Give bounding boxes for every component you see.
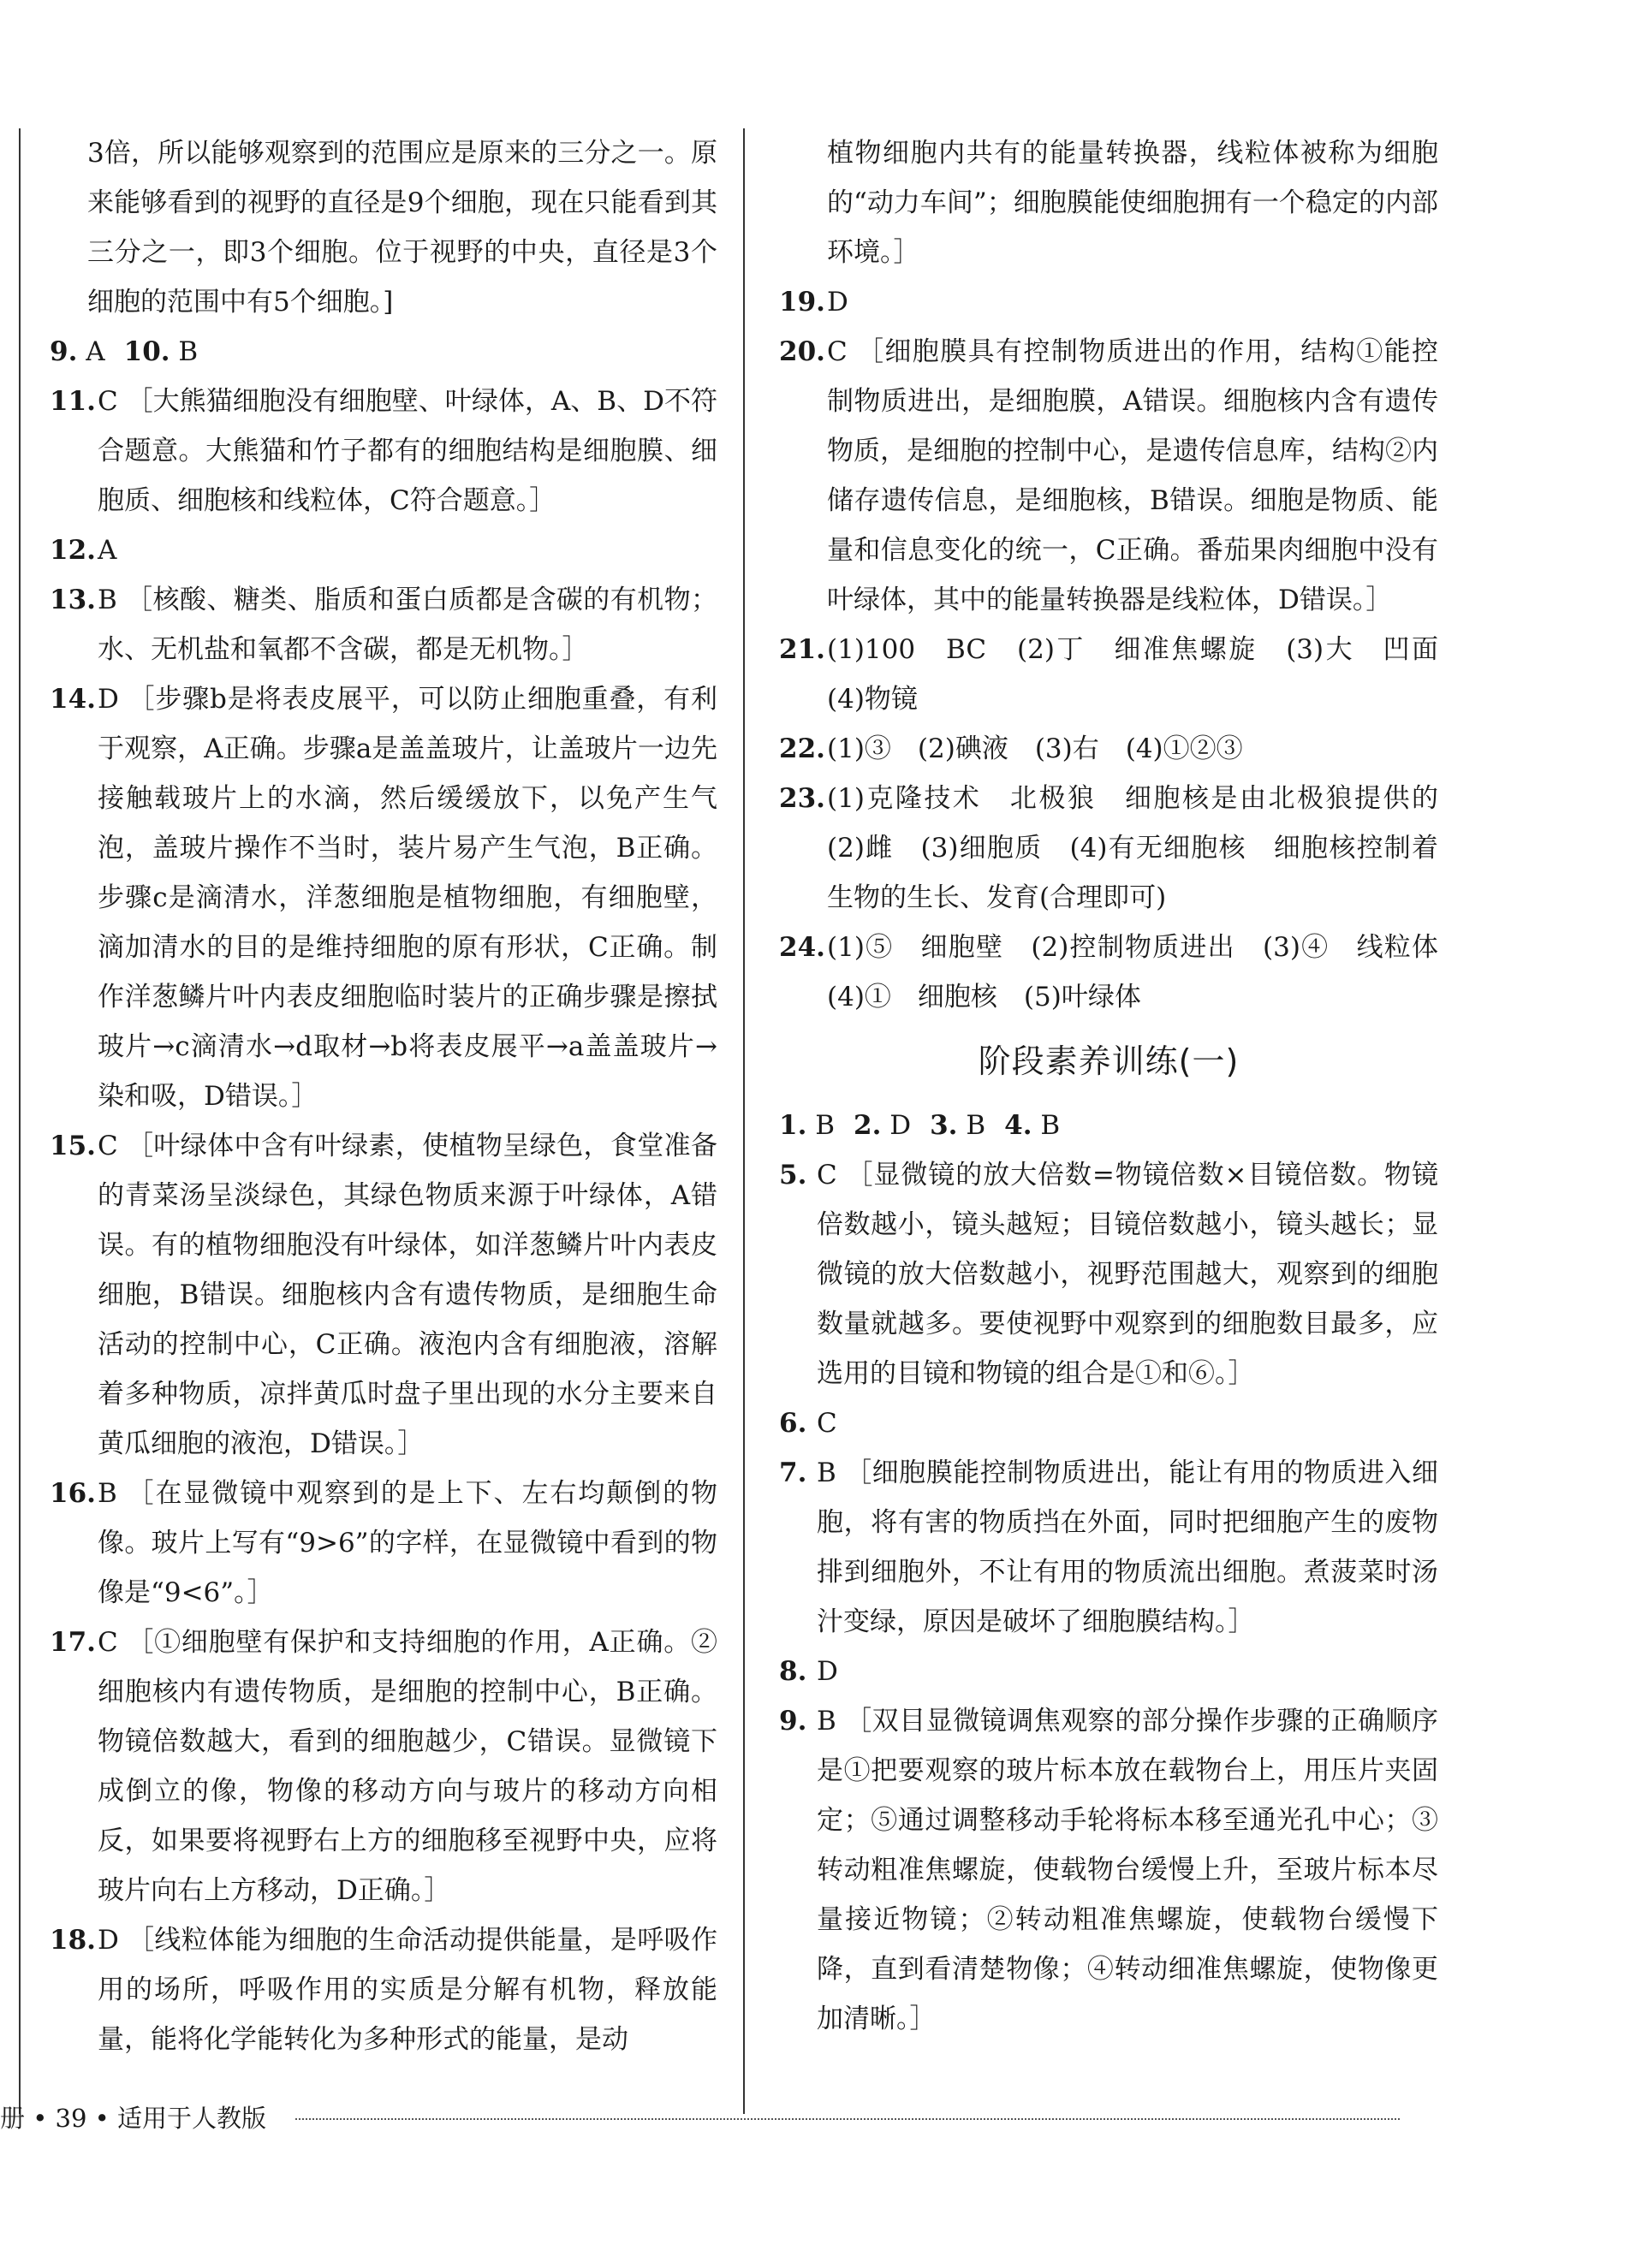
answer-text: D ［步骤b是将表皮展平，可以防止细胞重叠，有利于观察，A正确。步骤a是盖盖玻片，让盖玻片一边先接触载玻片上的水滴，然后缓缓放下，以免产生气泡，盖玻片操作不当时，装片易产生气泡，B正确。步骤c是滴清水，洋葱细胞是植物细胞，有细胞壁，滴加清水的目的是维持细胞的原有形状，C正确。制作洋葱鳞片叶内表皮细胞临时装片的正确步骤是擦拭玻片→c滴清水→d取材→b将表皮展平→a盖盖玻片→染和吸，D错误。］ [98,684,717,1112]
answer-value: B [815,1110,836,1141]
answer-text: B ［双目显微镜调焦观察的部分操作步骤的正确顺序是①把要观察的玻片标本放在载物台上，用压片夹固定；⑤通过调整移动手轮将标本移至通光孔中心；③转动粗准焦螺旋，使载物台缓慢上升，至玻片标本尽量接近物镜；②转动粗准焦螺旋，使载物台缓慢下降，直到看清楚物像；④转动细准焦螺旋，使物像更加清晰。］ [817,1706,1438,2034]
answer-text: B ［核酸、糖类、脂质和蛋白质都是含碳的有机物；水、无机盐和氧都不含碳，都是无机物。］ [98,585,717,665]
answer-item-14 [50,674,717,1121]
answer-text: D [817,1656,838,1687]
stage-answer-item-8 [779,1647,1438,1696]
answer-item-16 [50,1469,717,1618]
stage-answer-item-5 [779,1150,1438,1398]
question-number: 8. [779,1656,807,1687]
answer-value: D [889,1110,912,1141]
question-number: 9. [779,1706,807,1737]
answer-text: D [827,287,848,318]
answer-text: (1)⑤ 细胞壁 (2)控制物质进出 (3)④ 线粒体 (4)① 细胞核 (5)叶绿体 [827,932,1465,1012]
answer-text: B ［在显微镜中观察到的是上下、左右均颠倒的物像。玻片上写有“9>6”的字样，在显微镜中看到的物像是“9<6”。］ [98,1478,717,1608]
footer-text: 册 • 39 • 适用于人教版 [0,2104,266,2133]
answer-item-18 [50,1915,717,2064]
answer-text: C ［大熊猫细胞没有细胞壁、叶绿体，A、B、D不符合题意。大熊猫和竹子都有的细胞结构是细胞膜、细胞质、细胞核和线粒体，C符合题意。］ [98,386,717,516]
answer-text: C ［显微镜的放大倍数=物镜倍数×目镜倍数。物镜倍数越小，镜头越短；目镜倍数越小，镜头越长；显微镜的放大倍数越小，视野范围越大，观察到的细胞数量就越多。要使视野中观察到的细胞数目最多，应选用的目镜和物镜的组合是①和⑥。］ [817,1160,1438,1389]
question-number: 14. [50,684,96,715]
question-number: 13. [50,585,96,615]
question-number: 23. [779,783,825,814]
column-divider [743,128,745,2114]
answer-text: (1)克隆技术 北极狼 细胞核是由北极狼提供的 (2)雌 (3)细胞质 (4)有无细胞核 细胞核控制着生物的生长、发育(合理即可) [827,783,1465,913]
stage-answer-item-6 [779,1398,1438,1448]
question-number: 5. [779,1160,807,1190]
left-margin-rule [19,128,21,2114]
left-column [50,128,717,2064]
answer-item-19 [779,277,1438,327]
question-number: 1. [779,1110,807,1141]
answer-text: (1)100 BC (2)丁 细准焦螺旋 (3)大 凹面 (4)物镜 [827,634,1465,715]
stage-answer-item-7 [779,1448,1438,1647]
quick-answers-line [779,1101,1438,1150]
question-number: 12. [50,535,96,566]
footer-dotted-rule [295,2118,1400,2120]
answer-text: C ［叶绿体中含有叶绿素，使植物呈绿色，食堂准备的青菜汤呈淡绿色，其绿色物质来源于叶绿体，A错误。有的植物细胞没有叶绿体，如洋葱鳞片叶内表皮细胞，B错误。细胞核内含有遗传物质，是细胞生命活动的控制中心，C正确。液泡内含有细胞液，溶解着多种物质，凉拌黄瓜时盘子里出现的水分主要来自黄瓜细胞的液泡，D错误。］ [98,1131,717,1459]
answer-item-13 [50,575,717,674]
question-number: 18. [50,1925,96,1956]
answer-text: C ［细胞膜具有控制物质进出的作用，结构①能控制物质进出，是细胞膜，A错误。细胞核内含有遗传物质，是细胞的控制中心，是遗传信息库，结构②内储存遗传信息，是细胞核，B错误。细胞是物质、能量和信息变化的统一，C正确。番茄果肉细胞中没有叶绿体，其中的能量转换器是线粒体，D错误。］ [827,336,1438,615]
question-number: 11. [50,386,96,417]
answer-item-22 [779,724,1438,774]
answer-value: B [178,336,199,367]
question-number: 19. [779,287,825,318]
question-number: 17. [50,1627,96,1658]
answer-item-15 [50,1121,717,1469]
right-column [779,128,1465,2044]
answer-text: A [98,535,117,566]
stage-answer-item-9 [779,1696,1438,2044]
answer-item-21 [779,625,1465,724]
continuation-text: 3倍，所以能够观察到的范围应是原来的三分之一。原来能够看到的视野的直径是9个细胞，现在只能看到其三分之一，即3个细胞。位于视野的中央，直径是3个细胞的范围中有5个细胞。] [87,138,717,318]
question-number: 3. [930,1110,958,1141]
answer-value: B [966,1110,986,1141]
answer-text: B ［细胞膜能控制物质进出，能让有用的物质进入细胞，将有害的物质挡在外面，同时把细胞产生的废物排到细胞外，不让有用的物质流出细胞。煮菠菜时汤汁变绿，原因是破坏了细胞膜结构。］ [817,1458,1438,1637]
page-footer [0,2093,1636,2144]
question-number: 4. [1004,1110,1032,1141]
question-number: 15. [50,1131,96,1161]
answer-value: B [1040,1110,1061,1141]
answer-item-20 [779,327,1438,625]
answer-text: D ［线粒体能为细胞的生命活动提供能量，是呼吸作用的场所，呼吸作用的实质是分解有机物，释放能量，能将化学能转化为多种形式的能量，是动 [98,1925,717,2055]
answer-item-24 [779,923,1465,1022]
question-number: 9. [50,336,78,367]
answer-item-12 [50,525,717,575]
section-title: 阶段素养训练(一) [978,1042,1240,1080]
answer-value: A [86,336,105,367]
question-number: 2. [854,1110,882,1141]
continuation-text: 植物细胞内共有的能量转换器，线粒体被称为细胞的“动力车间”；细胞膜能使细胞拥有一个稳定的内部环境。］ [827,138,1438,268]
question-number: 22. [779,733,825,764]
answer-line-9-10 [50,327,717,377]
answer-text: (1)③ (2)碘液 (3)右 (4)①②③ [827,733,1243,764]
question-number: 6. [779,1408,807,1439]
question-number: 7. [779,1458,807,1488]
answer-item-11 [50,377,717,525]
question-number: 10. [123,336,170,367]
question-number: 24. [779,932,825,963]
answer-item-17 [50,1618,717,1915]
question-number: 21. [779,634,825,665]
answer-item-23 [779,774,1465,923]
question-number: 20. [779,336,825,367]
answer-text: C ［①细胞壁有保护和支持细胞的作用，A正确。②细胞核内有遗传物质，是细胞的控制中心，B正确。物镜倍数越大，看到的细胞越少，C错误。显微镜下成倒立的像，物像的移动方向与玻片的移动方向相反，如果要将视野右上方的细胞移至视野中央，应将玻片向右上方移动，D正确。］ [98,1627,717,1906]
answer-text: C [817,1408,837,1439]
question-number: 16. [50,1478,96,1509]
